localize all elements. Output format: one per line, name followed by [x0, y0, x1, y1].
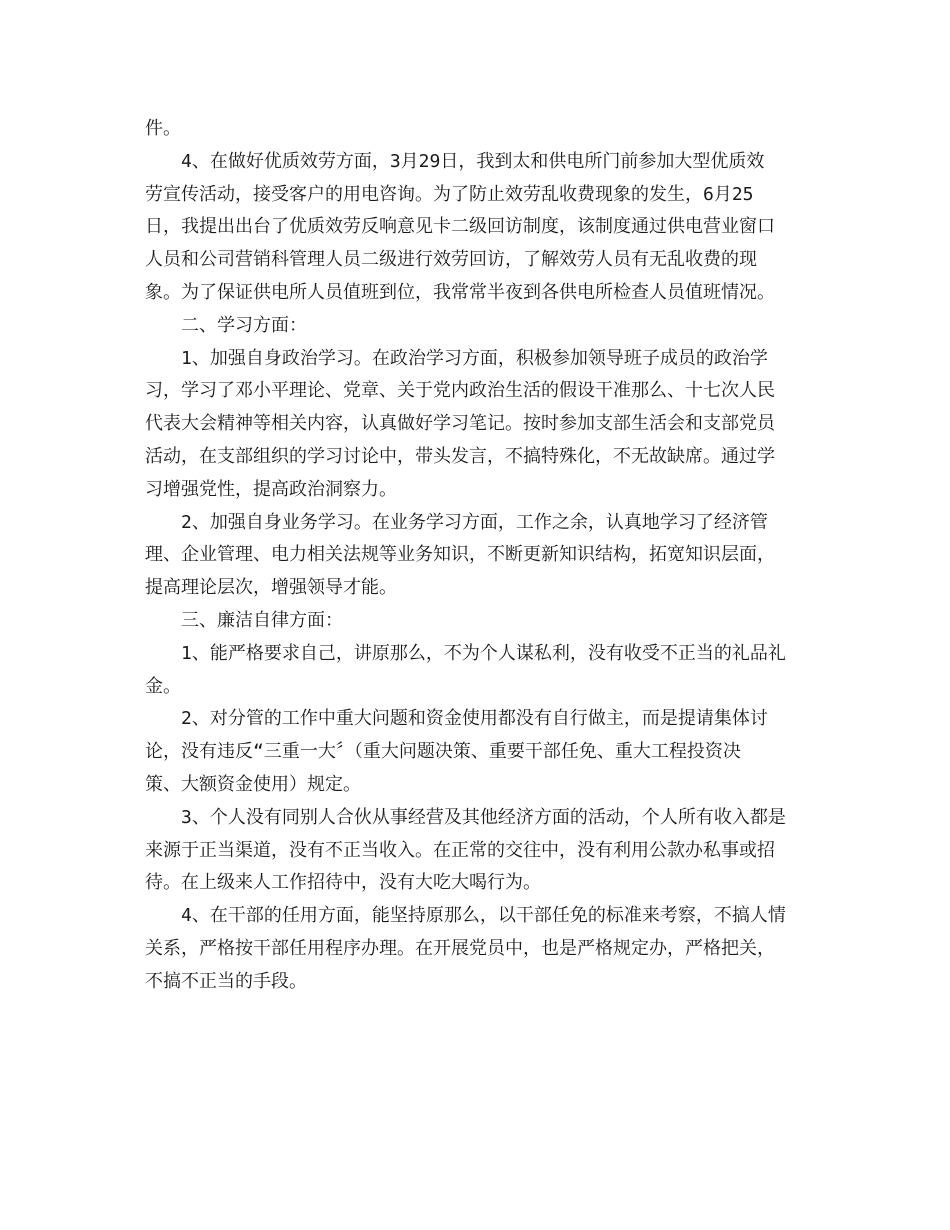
- section-heading-integrity: 三、廉洁自律方面：: [181, 609, 343, 631]
- paragraph-integrity-item-4: 4、在干部的任用方面，能坚持原那么，以干部任免的标准来考察，不搞人情 关系，严格按干部任用程序办理。在开展党员中，也是严格规定办，严格把关， 不搞不正当的手段。: [145, 905, 786, 992]
- section-heading-study: 二、学习方面：: [181, 314, 307, 336]
- paragraph-integrity-item-3: 3、个人没有同别人合伙从事经营及其他经济方面的活动，个人所有收入都是 来源于正当渠道，没有不正当收入。在正常的交往中，没有利用公款办私事或招 待。在上级来人工作招待中，没有大吃大喝行为。: [145, 806, 786, 894]
- paragraph-service-item-4: 4、在做好优质效劳方面，3月29日，我到太和供电所门前参加大型优质效 劳宣传活动，接受客户的用电咨询。为了防止效劳乱收费现象的发生，6月25 日，我提出出台了优质效劳反响意见卡二级回访制度，该制度通过供电营业窗口 人员和公司营销科管理人员二级进行效劳回访，了解效劳人员有无乱收费的现 象。为了保证供电所人员值班到位，我常常半夜到各供电所检查人员值班情况。: [145, 150, 775, 303]
- paragraph-study-item-1: 1、加强自身政治学习。在政治学习方面，积极参加领导班子成员的政治学 习，学习了邓小平理论、党章、关于党内政治生活的假设干准那么、十七次人民 代表大会精神等相关内容，认真做好学习笔记。按时参加支部生活会和支部党员 活动，在支部组织的学习讨论中，带头发言，不搞特殊化，不无故缺席。通过学 习增强党性，提高政治洞察力。: [145, 347, 775, 500]
- paragraph-integrity-item-2: 2、对分管的工作中重大问题和资金使用都没有自行做主，而是提请集体讨 论，没有违反“三重一大〞（重大问题决策、重要干部任免、重大工程投资决 策、大额资金使用）规定。: [145, 708, 768, 795]
- document-body: [145, 113, 805, 999]
- paragraph-integrity-item-1: 1、能严格要求自己，讲原那么，不为个人谋私利，没有收受不正当的礼品礼 金。: [145, 642, 786, 697]
- paragraph-continuation: 件。: [145, 118, 181, 139]
- paragraph-study-item-2: 2、加强自身业务学习。在业务学习方面，工作之余，认真地学习了经济管 理、企业管理、电力相关法规等业务知识，不断更新知识结构，拓宽知识层面， 提高理论层次，增强领导才能。: [145, 511, 775, 599]
